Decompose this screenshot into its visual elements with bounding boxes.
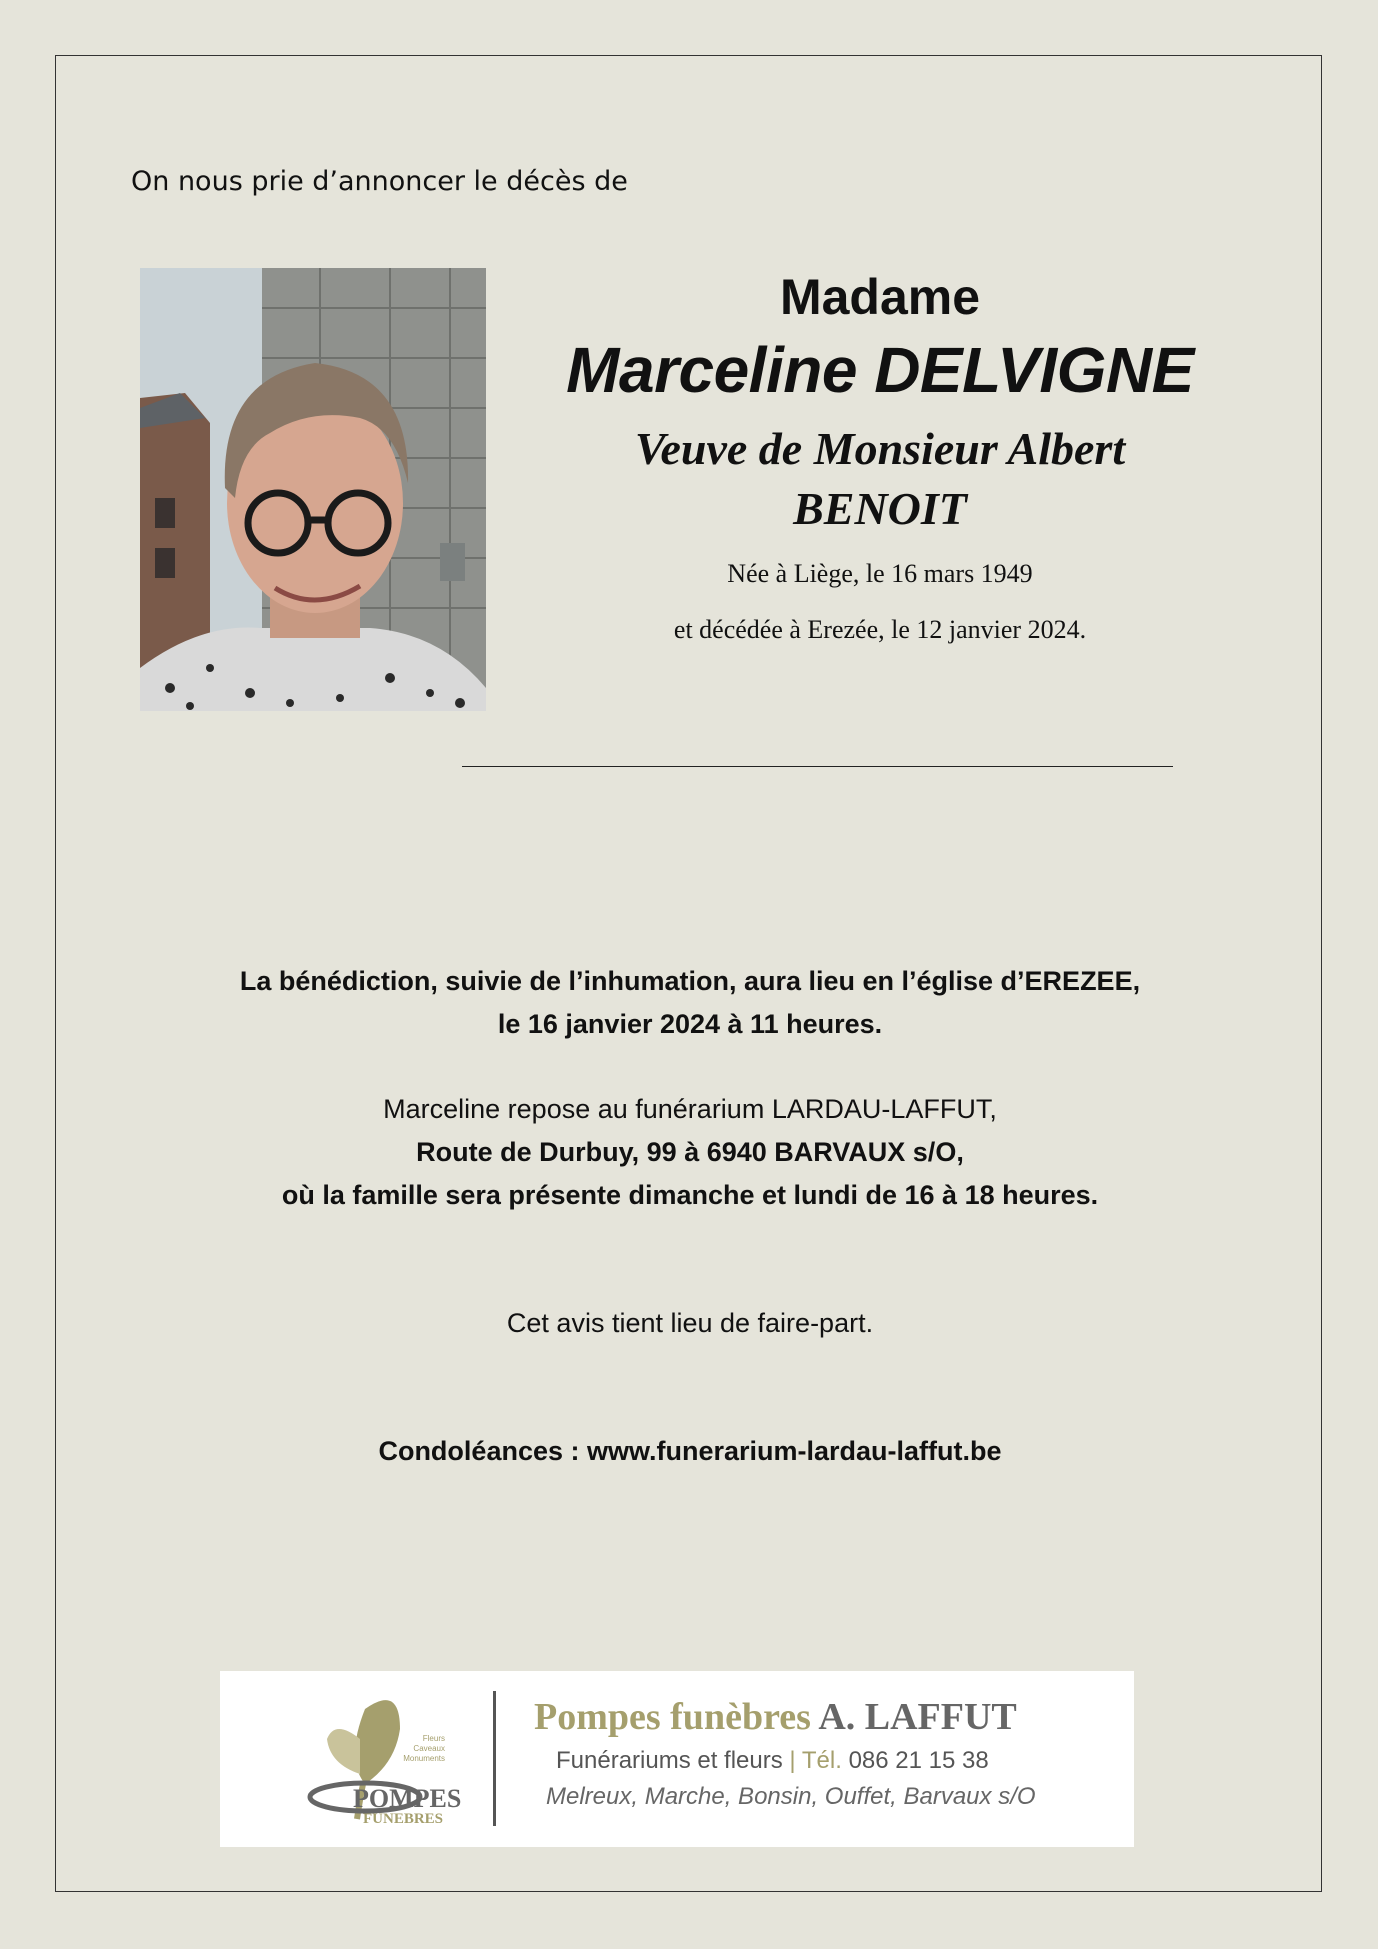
widow-line-2: BENOIT — [793, 483, 967, 534]
company-name — [534, 1695, 1017, 1739]
rest-line-3: où la famille sera présente dimanche et lundi de 16 à 18 heures. — [281, 1180, 1099, 1210]
condolences-link[interactable]: Condoléances : www.funerarium-lardau-laffut.be — [378, 1436, 1002, 1466]
honorific: Madame — [779, 269, 981, 325]
widow-line-1: Veuve de Monsieur Albert — [634, 423, 1126, 474]
divider-line — [462, 766, 1173, 767]
notice-text: Cet avis tient lieu de faire-part. — [506, 1308, 874, 1338]
deceased-header — [540, 265, 1220, 645]
logo-text-fleurs: Fleurs — [422, 1734, 445, 1743]
ceremony-line-2: le 16 janvier 2024 à 11 heures. — [497, 1009, 883, 1039]
logo-text-funebres: FUNEBRES — [363, 1811, 444, 1827]
deceased-name: Marceline DELVIGNE — [566, 334, 1194, 406]
logo-text-pompes: POMPES — [353, 1784, 462, 1813]
ceremony-info — [90, 960, 1290, 1046]
rest-info — [90, 1088, 1290, 1217]
birth-info: Née à Liège, le 16 mars 1949 — [727, 559, 1033, 588]
services-text: Funérariums et fleurs — [556, 1747, 783, 1774]
services-line — [556, 1747, 989, 1775]
logo-text-monuments: Monuments — [403, 1754, 445, 1763]
logo-separator — [493, 1691, 496, 1826]
rest-line-2: Route de Durbuy, 99 à 6940 BARVAUX s/O, — [416, 1137, 964, 1167]
company-main: A. LAFFUT — [818, 1696, 1017, 1738]
funeral-home-banner — [220, 1671, 1134, 1847]
tel-label: | Tél. — [789, 1747, 842, 1774]
portrait-photo — [140, 268, 486, 711]
company-prefix: Pompes funèbres — [534, 1696, 811, 1738]
funeral-home-logo — [305, 1689, 485, 1829]
tel-number[interactable]: 086 21 15 38 — [848, 1747, 989, 1774]
towns-line: Melreux, Marche, Bonsin, Ouffet, Barvaux s/O — [546, 1783, 1036, 1810]
intro-text: On nous prie d’annoncer le décès de — [131, 166, 628, 197]
logo-text-caveaux: Caveaux — [413, 1744, 445, 1753]
ceremony-line-1: La bénédiction, suivie de l’inhumation, aura lieu en l’église d’EREZEE, — [239, 966, 1141, 996]
death-info: et décédée à Erezée, le 12 janvier 2024. — [673, 615, 1087, 644]
rest-line-1: Marceline repose au funérarium LARDAU-LAFFUT, — [383, 1094, 997, 1124]
